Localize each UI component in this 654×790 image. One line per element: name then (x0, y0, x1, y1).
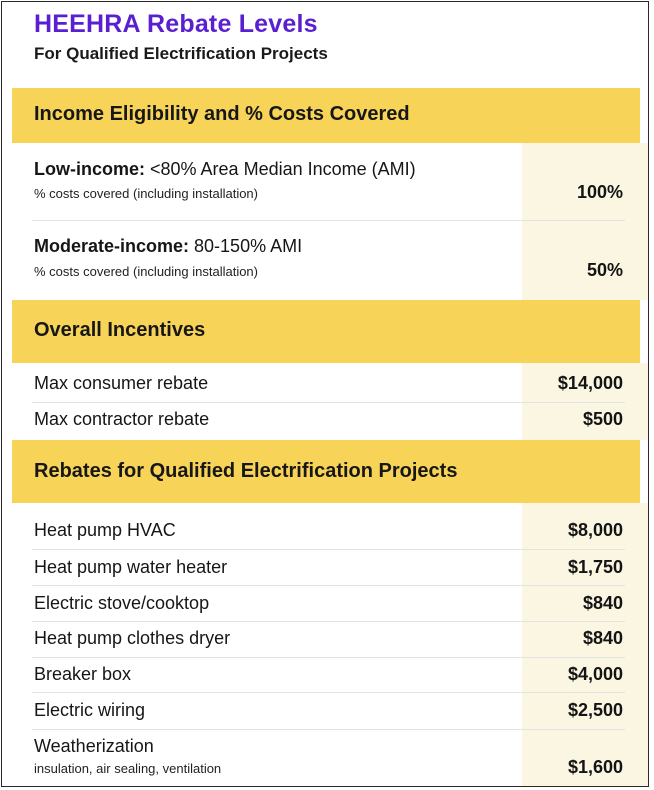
low-income-note: % costs covered (including installation) (34, 186, 258, 201)
section-heading: Rebates for Qualified Electrification Projects (34, 460, 458, 482)
section-header-incentives (12, 300, 640, 363)
row-divider (32, 621, 625, 622)
rebate-label: Heat pump clothes dryer (34, 628, 231, 648)
low-income-rest: <80% Area Median Income (AMI) (145, 159, 416, 179)
rebate-value: $4,000 (567, 664, 623, 684)
row-divider (32, 402, 625, 403)
incentive-value: $500 (582, 409, 623, 429)
rebate-value: $840 (582, 628, 623, 648)
weatherization-note: insulation, air sealing, ventilation (34, 761, 222, 776)
weatherization-label: Weatherization (34, 736, 154, 756)
rebate-label: Electric stove/cooktop (34, 593, 210, 613)
page-subtitle: For Qualified Electrification Projects (34, 44, 328, 63)
incentive-label: Max contractor rebate (34, 409, 210, 429)
section-header-income (12, 88, 640, 143)
low-income-label (34, 159, 416, 180)
row-divider (32, 729, 625, 730)
moderate-income-rest: 80-150% AMI (189, 236, 303, 256)
rebate-label: Heat pump HVAC (34, 520, 176, 540)
incentive-label: Max consumer rebate (34, 373, 209, 393)
page-title: HEEHRA Rebate Levels (34, 10, 318, 38)
incentive-value: $14,000 (557, 373, 623, 393)
rebate-value: $840 (582, 593, 623, 613)
rebate-table-card (1, 1, 649, 787)
low-income-value: 100% (576, 182, 623, 202)
section-heading: Overall Incentives (34, 319, 206, 341)
rebate-label: Electric wiring (34, 700, 146, 720)
section-header-rebates (12, 440, 640, 503)
moderate-income-note: % costs covered (including installation) (34, 264, 258, 279)
row-divider (32, 585, 625, 586)
rebate-value: $1,750 (567, 557, 623, 577)
rebate-label: Heat pump water heater (34, 557, 228, 577)
value-column-bg (522, 143, 649, 300)
moderate-income-value: 50% (586, 260, 623, 280)
row-divider (32, 692, 625, 693)
moderate-income-label (34, 236, 302, 257)
row-divider (32, 549, 625, 550)
row-divider (32, 220, 625, 221)
rebate-value: $8,000 (567, 520, 623, 540)
rebate-label: Breaker box (34, 664, 132, 684)
rebate-value: $2,500 (567, 700, 623, 720)
moderate-income-bold: Moderate-income: (34, 236, 190, 256)
section-heading: Income Eligibility and % Costs Covered (34, 103, 410, 125)
low-income-bold: Low-income: (34, 159, 145, 179)
weatherization-value: $1,600 (567, 757, 623, 777)
row-divider (32, 657, 625, 658)
